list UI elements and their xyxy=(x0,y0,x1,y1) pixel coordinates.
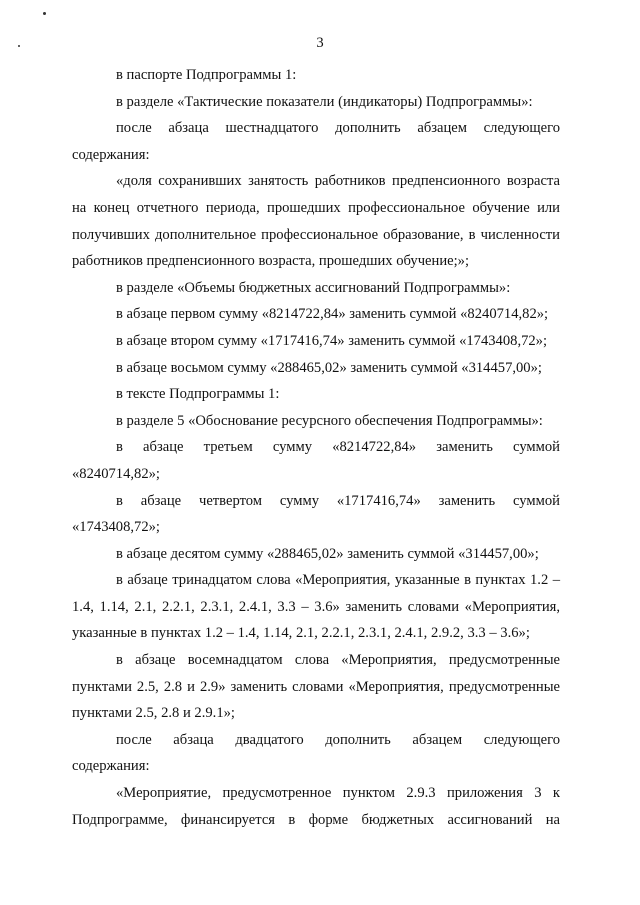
paragraph: «Мероприятие, предусмотренное пунктом 2.9.3 приложения 3 к Подпрограмме, финансируется в форме бюджетных ассигнований на xyxy=(72,785,560,828)
paragraph-line: после абзаца двадцатого дополнить абзацем следующего xyxy=(116,731,560,748)
paragraph-line: после абзаца шестнадцатого дополнить абзацем следующего xyxy=(116,120,560,137)
paragraph: в абзаце первом сумму «8214722,84» заменить суммой «8240714,82»; xyxy=(116,306,549,323)
paragraph xyxy=(72,434,560,487)
paragraph: в тексте Подпрограммы 1: xyxy=(116,386,280,403)
paragraph: в разделе 5 «Обоснование ресурсного обеспечения Подпрограммы»: xyxy=(116,412,543,429)
paragraph xyxy=(72,727,560,780)
paragraph: в абзаце десятом сумму «288465,02» заменить суммой «314457,00»; xyxy=(116,545,539,562)
paragraph-line: «8240714,82»; xyxy=(72,465,160,482)
page-number: 3 xyxy=(316,35,324,51)
paragraph xyxy=(72,115,560,168)
scan-speck xyxy=(43,12,46,15)
paragraph-line: содержания: xyxy=(72,758,150,775)
paragraph-line: содержания: xyxy=(72,146,150,163)
paragraph: в абзаце восемнадцатом слова «Мероприятия, предусмотренные пунктами 2.5, 2.8 и 2.9» заменить словами «Мероприятия, предусмотренные пунктами 2.5, 2.8 и 2.9.1»; xyxy=(72,652,560,722)
paragraph-line: в абзаце третьем сумму «8214722,84» заменить суммой xyxy=(116,439,560,456)
paragraph: в разделе «Тактические показатели (индикаторы) Подпрограммы»: xyxy=(116,93,533,110)
paragraph: в абзаце восьмом сумму «288465,02» заменить суммой «314457,00»; xyxy=(116,359,542,376)
paragraph: в разделе «Объемы бюджетных ассигнований Подпрограммы»: xyxy=(116,279,511,296)
paragraph xyxy=(72,488,560,541)
paragraph: в абзаце тринадцатом слова «Мероприятия, указанные в пунктах 1.2 – 1.4, 1.14, 2.1, 2.2.1, 2.3.1, 2.4.1, 3.3 – 3.6» заменить словами «Мероприятия, указанные в пунктах 1.2 – 1.4, 1.14, 2.1, 2.2.1, 2.3.1, 2.4.1, 2.9.2, 3.3 – 3.6»; xyxy=(72,572,560,642)
paragraph: в паспорте Подпрограммы 1: xyxy=(116,67,297,83)
document-body xyxy=(72,58,560,833)
paragraph-line: в абзаце четвертом сумму «1717416,74» заменить суммой xyxy=(116,492,560,509)
paragraph-line: «1743408,72»; xyxy=(72,519,160,536)
paragraph: в абзаце втором сумму «1717416,74» заменить суммой «1743408,72»; xyxy=(116,332,548,349)
paragraph: «доля сохранивших занятость работников предпенсионного возраста на конец отчетного периода, прошедших профессиональное обучение или получивших дополнительное профессиональное образование, в численности работников предпенсионного возраста, прошедших обучение;»; xyxy=(72,173,560,270)
